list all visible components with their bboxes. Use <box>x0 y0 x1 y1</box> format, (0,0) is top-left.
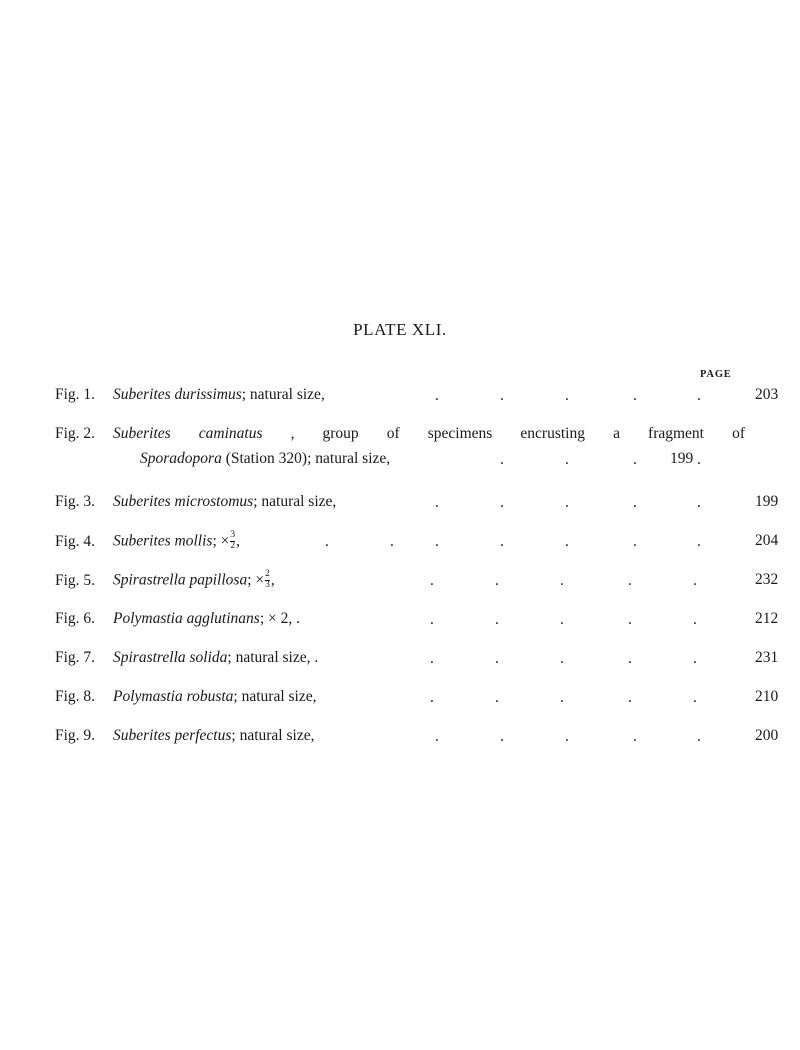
leader-dot: . <box>500 533 504 550</box>
magnification-sign: × <box>220 532 230 550</box>
leader-dots <box>425 571 745 591</box>
leader-dot: . <box>390 533 394 550</box>
entry-word: specimens <box>427 425 493 442</box>
page-column-header: PAGE <box>700 369 732 380</box>
figure-label: Fig. 7. <box>55 649 96 666</box>
species-name: Suberites perfectus <box>113 727 232 744</box>
leader-dot: . <box>495 689 499 706</box>
leader-dot: . <box>430 572 434 589</box>
leader-dot: . <box>435 533 439 550</box>
leader-dot: . <box>560 611 564 628</box>
figure-label: Fig. 2. <box>55 425 96 442</box>
entry-word: encrusting <box>520 425 585 442</box>
leader-dot: . <box>628 611 632 628</box>
leader-dot: . <box>633 387 637 404</box>
page-number: 203 <box>755 386 779 403</box>
species-name: Suberites mollis <box>113 532 213 550</box>
leader-dot: . <box>697 451 701 468</box>
entry-line <box>55 425 745 443</box>
leader-dot: . <box>693 572 697 589</box>
species-name: Spirastrella solida <box>113 649 228 666</box>
leader-dot: . <box>565 533 569 550</box>
leader-dot: . <box>633 451 637 468</box>
page-number: 199 <box>755 493 779 510</box>
leader-dot: . <box>628 650 632 667</box>
entry-detail: ; <box>212 532 221 550</box>
list-item <box>55 688 779 714</box>
leader-dot: . <box>325 533 329 550</box>
figure-label: Fig. 1. <box>55 386 96 403</box>
leader-dot: . <box>633 728 637 745</box>
leader-dots <box>425 493 745 513</box>
leader-dot: . <box>628 689 632 706</box>
leader-dots <box>325 532 701 552</box>
magnification-fraction <box>265 570 270 590</box>
species-genus: Suberites <box>113 425 171 442</box>
leader-dots <box>425 649 745 669</box>
page-number: 204 <box>755 532 779 549</box>
page-number: 200 <box>755 727 779 744</box>
leader-dot: . <box>500 451 504 468</box>
fraction-denominator: 2 <box>230 540 236 551</box>
figure-label: Fig. 6. <box>55 610 96 627</box>
fraction-numerator: 2 <box>265 569 270 579</box>
entry-detail: ; natural size, <box>241 386 325 403</box>
leader-dot: . <box>565 728 569 745</box>
leader-dot: . <box>565 387 569 404</box>
leader-dot: . <box>500 728 504 745</box>
species-name: Polymastia robusta <box>113 688 234 705</box>
leader-dot: . <box>560 572 564 589</box>
leader-dot: . <box>560 650 564 667</box>
page-number: 212 <box>755 610 779 627</box>
leader-dot: . <box>500 494 504 511</box>
leader-dots <box>430 688 750 708</box>
entry-detail: ; natural size, <box>231 727 315 744</box>
list-item <box>55 569 779 597</box>
species-epithet: caminatus <box>198 425 263 442</box>
list-item <box>55 425 745 481</box>
magnification-fraction <box>230 531 235 551</box>
entry-word: fragment <box>648 425 704 442</box>
leader-dot: . <box>633 494 637 511</box>
leader-dot: . <box>495 650 499 667</box>
leader-dot: . <box>435 387 439 404</box>
leader-dot: . <box>435 728 439 745</box>
page-number: 231 <box>755 649 779 666</box>
figure-label: Fig. 8. <box>55 688 96 705</box>
leader-dot: . <box>560 689 564 706</box>
magnification-sign: × <box>255 571 265 589</box>
leader-dot: . <box>495 572 499 589</box>
leader-dot: . <box>565 494 569 511</box>
leader-dots <box>425 386 745 406</box>
entry-word: , <box>290 425 295 442</box>
leader-dot: . <box>628 572 632 589</box>
list-item <box>55 386 779 412</box>
entry-detail: ; natural size, . <box>227 649 319 666</box>
leader-dots <box>425 727 745 747</box>
figure-label: Fig. 9. <box>55 727 96 744</box>
page-title: PLATE XLI. <box>353 320 447 339</box>
figure-label: Fig. 4. <box>55 532 96 550</box>
leader-dots <box>425 610 745 630</box>
list-item <box>55 649 779 675</box>
entry-word: a <box>613 425 620 442</box>
leader-dot: . <box>697 533 701 550</box>
species-name: Spirastrella papillosa <box>113 571 248 589</box>
leader-dot: . <box>693 650 697 667</box>
leader-dot: . <box>500 387 504 404</box>
page-number: 210 <box>755 688 779 705</box>
page-number: 199 <box>670 450 694 467</box>
list-item <box>55 610 779 636</box>
entry-detail: ; <box>259 610 269 627</box>
fraction-numerator: 3 <box>230 530 236 540</box>
leader-dot: . <box>430 611 434 628</box>
entry-comma: , <box>236 532 241 550</box>
entry-word: of <box>732 425 745 442</box>
species-name: Polymastia agglutinans <box>113 610 260 627</box>
leader-dot: . <box>430 689 434 706</box>
entry-line <box>55 450 745 468</box>
entry-word: of <box>386 425 400 442</box>
justified-text <box>113 425 745 443</box>
leader-dot: . <box>693 611 697 628</box>
leader-dot: . <box>697 728 701 745</box>
leader-dot: . <box>565 451 569 468</box>
list-item <box>55 530 779 558</box>
leader-dot: . <box>697 494 701 511</box>
magnification: × 2, . <box>268 610 301 627</box>
fraction-denominator: 3 <box>265 579 270 590</box>
entry-comma: , <box>270 571 275 589</box>
list-item <box>55 727 779 753</box>
leader-dot: . <box>495 611 499 628</box>
leader-dot: . <box>633 533 637 550</box>
entry-detail: ; natural size, <box>253 493 337 510</box>
plate-figure-list <box>55 386 779 766</box>
page-number: 232 <box>755 571 779 588</box>
figure-label: Fig. 5. <box>55 571 96 589</box>
entry-detail: ; <box>247 571 256 589</box>
entry-detail: ; natural size, <box>233 688 317 705</box>
leader-dot: . <box>693 689 697 706</box>
species-name: Suberites durissimus <box>113 386 242 403</box>
entry-word: group <box>322 425 359 442</box>
list-item <box>55 493 779 519</box>
leader-dot: . <box>435 494 439 511</box>
leader-dot: . <box>430 650 434 667</box>
figure-label: Fig. 3. <box>55 493 96 510</box>
entry-detail: (Station 320); natural size, <box>225 450 391 467</box>
leader-dot: . <box>697 387 701 404</box>
species-name: Sporadopora <box>140 450 222 467</box>
species-name: Suberites microstomus <box>113 493 254 510</box>
